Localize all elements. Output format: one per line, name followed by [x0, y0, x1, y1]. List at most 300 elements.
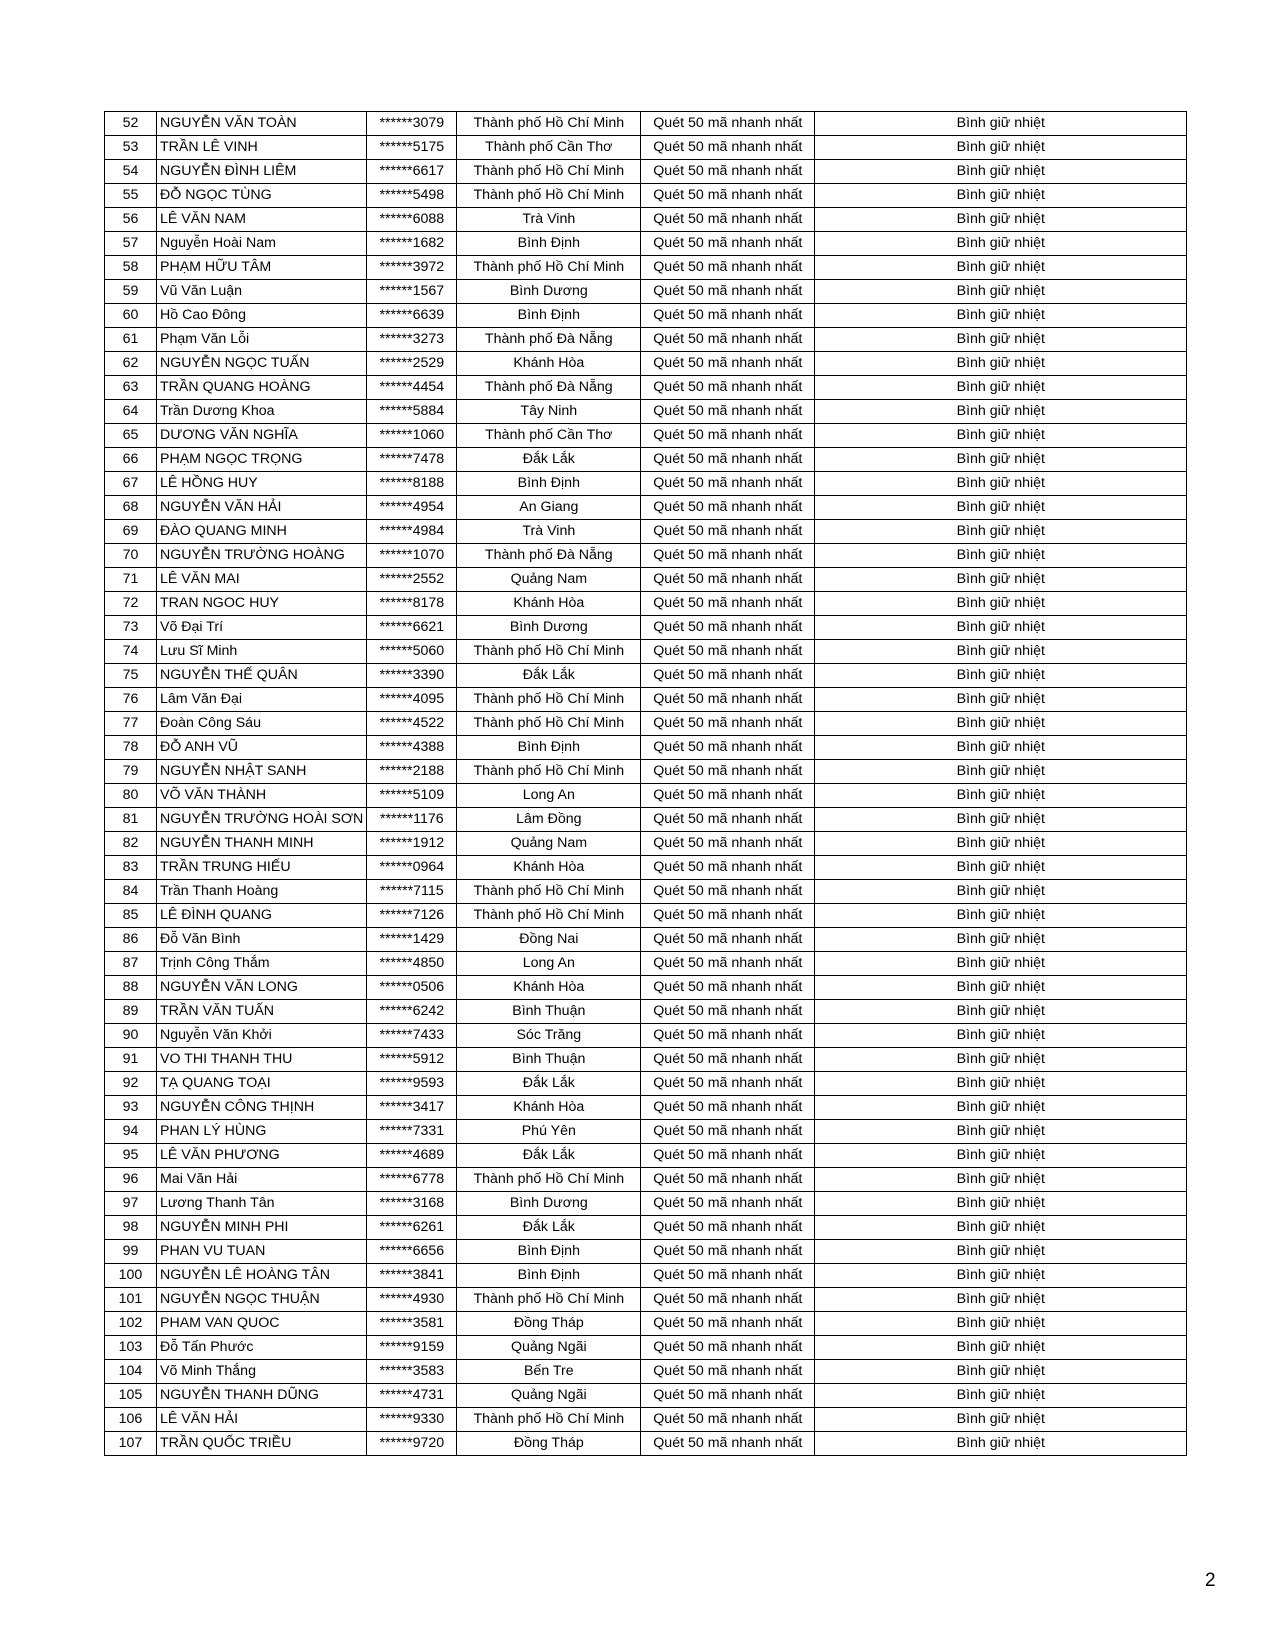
masked-phone-cell: ******5884	[367, 400, 457, 424]
award-category-cell: Quét 50 mã nhanh nhất	[641, 736, 815, 760]
prize-cell: Bình giữ nhiệt	[815, 472, 1187, 496]
winner-name-cell: Nguyễn Văn Khởi	[157, 1024, 367, 1048]
award-category-cell: Quét 50 mã nhanh nhất	[641, 424, 815, 448]
prize-cell: Bình giữ nhiệt	[815, 1264, 1187, 1288]
award-category-cell: Quét 50 mã nhanh nhất	[641, 280, 815, 304]
award-category-cell: Quét 50 mã nhanh nhất	[641, 832, 815, 856]
table-row	[105, 1192, 1187, 1216]
prize-cell: Bình giữ nhiệt	[815, 496, 1187, 520]
masked-phone-cell: ******4850	[367, 952, 457, 976]
winner-name-cell: ĐỖ NGỌC TÙNG	[157, 184, 367, 208]
page-number: 2	[1205, 1570, 1216, 1591]
award-category-cell: Quét 50 mã nhanh nhất	[641, 376, 815, 400]
prize-cell: Bình giữ nhiệt	[815, 1240, 1187, 1264]
row-number-cell: 67	[105, 472, 157, 496]
masked-phone-cell: ******4522	[367, 712, 457, 736]
row-number-cell: 100	[105, 1264, 157, 1288]
row-number-cell: 78	[105, 736, 157, 760]
prize-cell: Bình giữ nhiệt	[815, 136, 1187, 160]
masked-phone-cell: ******1176	[367, 808, 457, 832]
province-cell: Bình Dương	[457, 1192, 641, 1216]
winner-name-cell: LÊ HỒNG HUY	[157, 472, 367, 496]
row-number-cell: 94	[105, 1120, 157, 1144]
table-row	[105, 208, 1187, 232]
table-row	[105, 1144, 1187, 1168]
prize-cell: Bình giữ nhiệt	[815, 1384, 1187, 1408]
row-number-cell: 63	[105, 376, 157, 400]
prize-cell: Bình giữ nhiệt	[815, 184, 1187, 208]
row-number-cell: 106	[105, 1408, 157, 1432]
masked-phone-cell: ******7126	[367, 904, 457, 928]
award-category-cell: Quét 50 mã nhanh nhất	[641, 640, 815, 664]
province-cell: Thành phố Hồ Chí Minh	[457, 904, 641, 928]
row-number-cell: 99	[105, 1240, 157, 1264]
award-category-cell: Quét 50 mã nhanh nhất	[641, 544, 815, 568]
masked-phone-cell: ******1912	[367, 832, 457, 856]
province-cell: Thành phố Hồ Chí Minh	[457, 1168, 641, 1192]
award-category-cell: Quét 50 mã nhanh nhất	[641, 808, 815, 832]
table-row	[105, 184, 1187, 208]
row-number-cell: 81	[105, 808, 157, 832]
winner-name-cell: Lâm Văn Đại	[157, 688, 367, 712]
table-row	[105, 1120, 1187, 1144]
table-row	[105, 280, 1187, 304]
winner-name-cell: LÊ VĂN PHƯƠNG	[157, 1144, 367, 1168]
table-row	[105, 640, 1187, 664]
award-category-cell: Quét 50 mã nhanh nhất	[641, 784, 815, 808]
masked-phone-cell: ******3390	[367, 664, 457, 688]
winner-name-cell: Trịnh Công Thắm	[157, 952, 367, 976]
award-category-cell: Quét 50 mã nhanh nhất	[641, 1384, 815, 1408]
table-row	[105, 928, 1187, 952]
masked-phone-cell: ******4731	[367, 1384, 457, 1408]
masked-phone-cell: ******3581	[367, 1312, 457, 1336]
province-cell: Thành phố Hồ Chí Minh	[457, 1288, 641, 1312]
row-number-cell: 59	[105, 280, 157, 304]
province-cell: Tây Ninh	[457, 400, 641, 424]
winner-name-cell: NGUYỄN NGỌC TUẤN	[157, 352, 367, 376]
province-cell: Thành phố Hồ Chí Minh	[457, 256, 641, 280]
province-cell: Khánh Hòa	[457, 352, 641, 376]
province-cell: Quảng Ngãi	[457, 1336, 641, 1360]
masked-phone-cell: ******3079	[367, 112, 457, 136]
province-cell: Sóc Trăng	[457, 1024, 641, 1048]
table-row	[105, 256, 1187, 280]
province-cell: Bình Định	[457, 304, 641, 328]
winner-name-cell: PHAN VU TUAN	[157, 1240, 367, 1264]
table-row	[105, 1264, 1187, 1288]
prize-cell: Bình giữ nhiệt	[815, 160, 1187, 184]
row-number-cell: 105	[105, 1384, 157, 1408]
row-number-cell: 64	[105, 400, 157, 424]
prize-cell: Bình giữ nhiệt	[815, 856, 1187, 880]
winner-name-cell: Hồ Cao Đông	[157, 304, 367, 328]
province-cell: Thành phố Cần Thơ	[457, 424, 641, 448]
table-row	[105, 424, 1187, 448]
winner-name-cell: VÕ VĂN THÀNH	[157, 784, 367, 808]
province-cell: Bình Dương	[457, 280, 641, 304]
table-row	[105, 112, 1187, 136]
winner-name-cell: TRAN NGOC HUY	[157, 592, 367, 616]
winner-name-cell: PHẠM NGỌC TRỌNG	[157, 448, 367, 472]
row-number-cell: 103	[105, 1336, 157, 1360]
winner-name-cell: Trần Dương Khoa	[157, 400, 367, 424]
award-category-cell: Quét 50 mã nhanh nhất	[641, 1312, 815, 1336]
prize-cell: Bình giữ nhiệt	[815, 736, 1187, 760]
winner-name-cell: NGUYỄN ĐÌNH LIÊM	[157, 160, 367, 184]
winner-name-cell: NGUYỄN MINH PHI	[157, 1216, 367, 1240]
masked-phone-cell: ******4689	[367, 1144, 457, 1168]
table-row	[105, 1432, 1187, 1456]
row-number-cell: 57	[105, 232, 157, 256]
prize-cell: Bình giữ nhiệt	[815, 304, 1187, 328]
masked-phone-cell: ******2552	[367, 568, 457, 592]
prize-cell: Bình giữ nhiệt	[815, 112, 1187, 136]
masked-phone-cell: ******4454	[367, 376, 457, 400]
province-cell: Trà Vinh	[457, 208, 641, 232]
prize-cell: Bình giữ nhiệt	[815, 400, 1187, 424]
winner-name-cell: Phạm Văn Lỗi	[157, 328, 367, 352]
table-row	[105, 1072, 1187, 1096]
province-cell: Bến Tre	[457, 1360, 641, 1384]
province-cell: Bình Thuận	[457, 1000, 641, 1024]
table-row	[105, 616, 1187, 640]
masked-phone-cell: ******2529	[367, 352, 457, 376]
table-row	[105, 304, 1187, 328]
masked-phone-cell: ******5498	[367, 184, 457, 208]
masked-phone-cell: ******9159	[367, 1336, 457, 1360]
row-number-cell: 102	[105, 1312, 157, 1336]
winner-name-cell: ĐÀO QUANG MINH	[157, 520, 367, 544]
province-cell: Thành phố Hồ Chí Minh	[457, 688, 641, 712]
award-category-cell: Quét 50 mã nhanh nhất	[641, 592, 815, 616]
table-row	[105, 1168, 1187, 1192]
winner-name-cell: NGUYỄN THANH MINH	[157, 832, 367, 856]
award-category-cell: Quét 50 mã nhanh nhất	[641, 1192, 815, 1216]
table-row	[105, 472, 1187, 496]
masked-phone-cell: ******4984	[367, 520, 457, 544]
row-number-cell: 71	[105, 568, 157, 592]
prize-cell: Bình giữ nhiệt	[815, 1024, 1187, 1048]
table-row	[105, 1360, 1187, 1384]
row-number-cell: 87	[105, 952, 157, 976]
table-row	[105, 136, 1187, 160]
row-number-cell: 89	[105, 1000, 157, 1024]
row-number-cell: 77	[105, 712, 157, 736]
winner-name-cell: NGUYỄN VĂN LONG	[157, 976, 367, 1000]
prize-cell: Bình giữ nhiệt	[815, 808, 1187, 832]
prize-cell: Bình giữ nhiệt	[815, 976, 1187, 1000]
prize-cell: Bình giữ nhiệt	[815, 256, 1187, 280]
province-cell: Quảng Ngãi	[457, 1384, 641, 1408]
winner-name-cell: LÊ ĐÌNH QUANG	[157, 904, 367, 928]
province-cell: Long An	[457, 784, 641, 808]
winner-name-cell: Võ Minh Thắng	[157, 1360, 367, 1384]
winner-name-cell: Nguyễn Hoài Nam	[157, 232, 367, 256]
award-category-cell: Quét 50 mã nhanh nhất	[641, 232, 815, 256]
award-category-cell: Quét 50 mã nhanh nhất	[641, 352, 815, 376]
row-number-cell: 95	[105, 1144, 157, 1168]
table-row	[105, 1408, 1187, 1432]
row-number-cell: 69	[105, 520, 157, 544]
row-number-cell: 55	[105, 184, 157, 208]
masked-phone-cell: ******9593	[367, 1072, 457, 1096]
table-row	[105, 1384, 1187, 1408]
masked-phone-cell: ******0964	[367, 856, 457, 880]
winner-name-cell: NGUYỄN TRƯỜNG HOÀNG	[157, 544, 367, 568]
row-number-cell: 73	[105, 616, 157, 640]
masked-phone-cell: ******2188	[367, 760, 457, 784]
prize-cell: Bình giữ nhiệt	[815, 664, 1187, 688]
winner-name-cell: NGUYỄN VĂN TOÀN	[157, 112, 367, 136]
masked-phone-cell: ******4095	[367, 688, 457, 712]
province-cell: Phú Yên	[457, 1120, 641, 1144]
table-row	[105, 160, 1187, 184]
award-category-cell: Quét 50 mã nhanh nhất	[641, 1168, 815, 1192]
prize-cell: Bình giữ nhiệt	[815, 784, 1187, 808]
table-row	[105, 664, 1187, 688]
masked-phone-cell: ******4930	[367, 1288, 457, 1312]
row-number-cell: 54	[105, 160, 157, 184]
award-category-cell: Quét 50 mã nhanh nhất	[641, 976, 815, 1000]
winner-name-cell: TRẦN TRUNG HIẾU	[157, 856, 367, 880]
row-number-cell: 97	[105, 1192, 157, 1216]
province-cell: Bình Định	[457, 472, 641, 496]
row-number-cell: 91	[105, 1048, 157, 1072]
province-cell: Bình Định	[457, 232, 641, 256]
prize-cell: Bình giữ nhiệt	[815, 1288, 1187, 1312]
winner-name-cell: NGUYỄN NHẬT SANH	[157, 760, 367, 784]
masked-phone-cell: ******1567	[367, 280, 457, 304]
winner-name-cell: Lưu Sĩ Minh	[157, 640, 367, 664]
prize-cell: Bình giữ nhiệt	[815, 1408, 1187, 1432]
table-row	[105, 400, 1187, 424]
table-row	[105, 688, 1187, 712]
table-row	[105, 1312, 1187, 1336]
prize-cell: Bình giữ nhiệt	[815, 1336, 1187, 1360]
award-category-cell: Quét 50 mã nhanh nhất	[641, 1336, 815, 1360]
table-row	[105, 448, 1187, 472]
masked-phone-cell: ******3168	[367, 1192, 457, 1216]
row-number-cell: 92	[105, 1072, 157, 1096]
masked-phone-cell: ******3273	[367, 328, 457, 352]
prize-cell: Bình giữ nhiệt	[815, 208, 1187, 232]
prize-cell: Bình giữ nhiệt	[815, 1168, 1187, 1192]
prize-cell: Bình giữ nhiệt	[815, 832, 1187, 856]
award-category-cell: Quét 50 mã nhanh nhất	[641, 400, 815, 424]
prize-cell: Bình giữ nhiệt	[815, 640, 1187, 664]
winner-name-cell: TRẦN LÊ VINH	[157, 136, 367, 160]
table-row	[105, 592, 1187, 616]
award-category-cell: Quét 50 mã nhanh nhất	[641, 184, 815, 208]
award-category-cell: Quét 50 mã nhanh nhất	[641, 1432, 815, 1456]
row-number-cell: 88	[105, 976, 157, 1000]
province-cell: Khánh Hòa	[457, 856, 641, 880]
winners-table	[104, 111, 1187, 1456]
province-cell: Bình Định	[457, 736, 641, 760]
masked-phone-cell: ******3972	[367, 256, 457, 280]
award-category-cell: Quét 50 mã nhanh nhất	[641, 1264, 815, 1288]
winner-name-cell: PHAM VAN QUOC	[157, 1312, 367, 1336]
award-category-cell: Quét 50 mã nhanh nhất	[641, 448, 815, 472]
winner-name-cell: PHẠM HỮU TÂM	[157, 256, 367, 280]
prize-cell: Bình giữ nhiệt	[815, 1120, 1187, 1144]
masked-phone-cell: ******6242	[367, 1000, 457, 1024]
masked-phone-cell: ******6639	[367, 304, 457, 328]
table-row	[105, 808, 1187, 832]
province-cell: Khánh Hòa	[457, 1096, 641, 1120]
province-cell: Đắk Lắk	[457, 448, 641, 472]
province-cell: Đắk Lắk	[457, 1144, 641, 1168]
table-row	[105, 232, 1187, 256]
table-row	[105, 1240, 1187, 1264]
award-category-cell: Quét 50 mã nhanh nhất	[641, 1000, 815, 1024]
row-number-cell: 85	[105, 904, 157, 928]
award-category-cell: Quét 50 mã nhanh nhất	[641, 1240, 815, 1264]
winner-name-cell: TẠ QUANG TOẠI	[157, 1072, 367, 1096]
province-cell: Thành phố Hồ Chí Minh	[457, 712, 641, 736]
award-category-cell: Quét 50 mã nhanh nhất	[641, 952, 815, 976]
province-cell: Đắk Lắk	[457, 1072, 641, 1096]
award-category-cell: Quét 50 mã nhanh nhất	[641, 688, 815, 712]
masked-phone-cell: ******9330	[367, 1408, 457, 1432]
award-category-cell: Quét 50 mã nhanh nhất	[641, 304, 815, 328]
winner-name-cell: NGUYỄN LÊ HOÀNG TÂN	[157, 1264, 367, 1288]
winner-name-cell: NGUYỄN VĂN HẢI	[157, 496, 367, 520]
province-cell: Quảng Nam	[457, 568, 641, 592]
table-row	[105, 976, 1187, 1000]
masked-phone-cell: ******0506	[367, 976, 457, 1000]
masked-phone-cell: ******8178	[367, 592, 457, 616]
province-cell: Thành phố Hồ Chí Minh	[457, 640, 641, 664]
prize-cell: Bình giữ nhiệt	[815, 1216, 1187, 1240]
row-number-cell: 80	[105, 784, 157, 808]
prize-cell: Bình giữ nhiệt	[815, 592, 1187, 616]
masked-phone-cell: ******7331	[367, 1120, 457, 1144]
winner-name-cell: Mai Văn Hải	[157, 1168, 367, 1192]
winner-name-cell: Lương Thanh Tân	[157, 1192, 367, 1216]
masked-phone-cell: ******5109	[367, 784, 457, 808]
table-row	[105, 760, 1187, 784]
award-category-cell: Quét 50 mã nhanh nhất	[641, 1360, 815, 1384]
row-number-cell: 79	[105, 760, 157, 784]
masked-phone-cell: ******6621	[367, 616, 457, 640]
masked-phone-cell: ******7115	[367, 880, 457, 904]
prize-cell: Bình giữ nhiệt	[815, 424, 1187, 448]
row-number-cell: 82	[105, 832, 157, 856]
row-number-cell: 86	[105, 928, 157, 952]
province-cell: Khánh Hòa	[457, 976, 641, 1000]
province-cell: Đắk Lắk	[457, 1216, 641, 1240]
table-row	[105, 1096, 1187, 1120]
row-number-cell: 53	[105, 136, 157, 160]
row-number-cell: 98	[105, 1216, 157, 1240]
masked-phone-cell: ******6617	[367, 160, 457, 184]
award-category-cell: Quét 50 mã nhanh nhất	[641, 472, 815, 496]
row-number-cell: 90	[105, 1024, 157, 1048]
table-row	[105, 328, 1187, 352]
prize-cell: Bình giữ nhiệt	[815, 688, 1187, 712]
row-number-cell: 56	[105, 208, 157, 232]
prize-cell: Bình giữ nhiệt	[815, 904, 1187, 928]
table-row	[105, 1000, 1187, 1024]
masked-phone-cell: ******4388	[367, 736, 457, 760]
row-number-cell: 65	[105, 424, 157, 448]
winner-name-cell: Vũ Văn Luận	[157, 280, 367, 304]
row-number-cell: 72	[105, 592, 157, 616]
winner-name-cell: Đỗ Văn Bình	[157, 928, 367, 952]
award-category-cell: Quét 50 mã nhanh nhất	[641, 568, 815, 592]
table-row	[105, 376, 1187, 400]
award-category-cell: Quét 50 mã nhanh nhất	[641, 1120, 815, 1144]
table-row	[105, 1288, 1187, 1312]
masked-phone-cell: ******1682	[367, 232, 457, 256]
masked-phone-cell: ******1060	[367, 424, 457, 448]
winner-name-cell: DƯƠNG VĂN NGHĨA	[157, 424, 367, 448]
award-category-cell: Quét 50 mã nhanh nhất	[641, 136, 815, 160]
masked-phone-cell: ******5912	[367, 1048, 457, 1072]
province-cell: An Giang	[457, 496, 641, 520]
award-category-cell: Quét 50 mã nhanh nhất	[641, 760, 815, 784]
province-cell: Lâm Đồng	[457, 808, 641, 832]
row-number-cell: 58	[105, 256, 157, 280]
table-row	[105, 520, 1187, 544]
winner-name-cell: LÊ VĂN MAI	[157, 568, 367, 592]
prize-cell: Bình giữ nhiệt	[815, 760, 1187, 784]
winner-name-cell: NGUYỄN NGỌC THUẬN	[157, 1288, 367, 1312]
award-category-cell: Quét 50 mã nhanh nhất	[641, 112, 815, 136]
award-category-cell: Quét 50 mã nhanh nhất	[641, 208, 815, 232]
row-number-cell: 74	[105, 640, 157, 664]
prize-cell: Bình giữ nhiệt	[815, 1144, 1187, 1168]
award-category-cell: Quét 50 mã nhanh nhất	[641, 616, 815, 640]
row-number-cell: 84	[105, 880, 157, 904]
winner-name-cell: PHAN LÝ HÙNG	[157, 1120, 367, 1144]
province-cell: Bình Thuận	[457, 1048, 641, 1072]
winner-name-cell: TRẦN QUỐC TRIỀU	[157, 1432, 367, 1456]
table-row	[105, 904, 1187, 928]
province-cell: Trà Vinh	[457, 520, 641, 544]
award-category-cell: Quét 50 mã nhanh nhất	[641, 928, 815, 952]
row-number-cell: 76	[105, 688, 157, 712]
winner-name-cell: VO THI THANH THU	[157, 1048, 367, 1072]
award-category-cell: Quét 50 mã nhanh nhất	[641, 880, 815, 904]
prize-cell: Bình giữ nhiệt	[815, 352, 1187, 376]
prize-cell: Bình giữ nhiệt	[815, 1312, 1187, 1336]
masked-phone-cell: ******7478	[367, 448, 457, 472]
prize-cell: Bình giữ nhiệt	[815, 1000, 1187, 1024]
prize-cell: Bình giữ nhiệt	[815, 328, 1187, 352]
award-category-cell: Quét 50 mã nhanh nhất	[641, 496, 815, 520]
masked-phone-cell: ******3417	[367, 1096, 457, 1120]
prize-cell: Bình giữ nhiệt	[815, 280, 1187, 304]
province-cell: Khánh Hòa	[457, 592, 641, 616]
province-cell: Bình Định	[457, 1264, 641, 1288]
prize-cell: Bình giữ nhiệt	[815, 1072, 1187, 1096]
row-number-cell: 96	[105, 1168, 157, 1192]
prize-cell: Bình giữ nhiệt	[815, 520, 1187, 544]
winner-name-cell: Đoàn Công Sáu	[157, 712, 367, 736]
province-cell: Thành phố Cần Thơ	[457, 136, 641, 160]
province-cell: Thành phố Đà Nẵng	[457, 544, 641, 568]
prize-cell: Bình giữ nhiệt	[815, 1048, 1187, 1072]
award-category-cell: Quét 50 mã nhanh nhất	[641, 664, 815, 688]
row-number-cell: 75	[105, 664, 157, 688]
row-number-cell: 93	[105, 1096, 157, 1120]
masked-phone-cell: ******6778	[367, 1168, 457, 1192]
table-row	[105, 712, 1187, 736]
province-cell: Thành phố Hồ Chí Minh	[457, 112, 641, 136]
